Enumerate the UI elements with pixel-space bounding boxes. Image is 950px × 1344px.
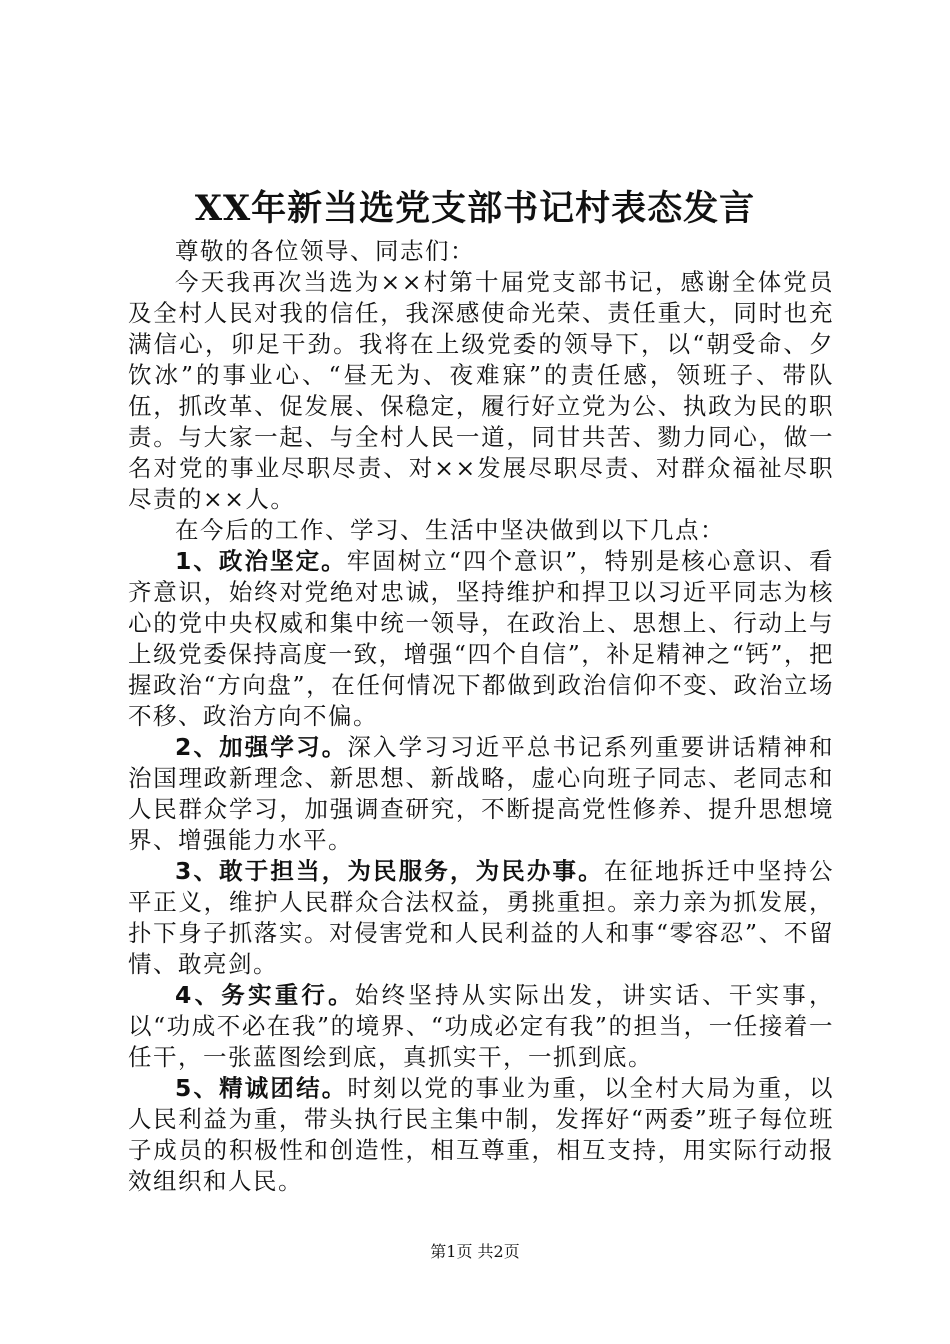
point-text: 在征地拆迁中坚持公平正义，维护人民群众合法权益，勇挑重担。亲力亲为抓发展，扑下身子抓落实。对侵害党和人民利益的人和事“零容忍”、不留情、敢亮剑。	[128, 857, 834, 978]
page-footer: 第1页 共2页	[430, 1242, 520, 1261]
lead-paragraph: 在今后的工作、学习、生活中坚决做到以下几点：	[175, 516, 725, 544]
point-paragraph	[128, 732, 834, 856]
point-text: 时刻以党的事业为重，以全村大局为重，以人民利益为重，带头执行民主集中制，发挥好“两委”班子每位班子成员的积极性和创造性，相互尊重，相互支持，用实际行动报效组织和人民。	[128, 1074, 834, 1195]
point-paragraph	[128, 1073, 834, 1197]
document-title: XX年新当选党支部书记村表态发言	[194, 188, 756, 229]
document-body	[128, 236, 834, 1197]
point-paragraph	[128, 856, 834, 980]
point-paragraph	[128, 546, 834, 732]
point-heading: 4、务实重行。	[175, 981, 355, 1009]
point-heading: 1、政治坚定。	[175, 547, 347, 575]
point-text: 始终坚持从实际出发，讲实话、干实事，以“功成不必在我”的境界、“功成必定有我”的担当，一任接着一任干，一张蓝图绘到底，真抓实干，一抓到底。	[128, 981, 835, 1071]
salutation: 尊敬的各位领导、同志们：	[175, 237, 475, 265]
intro-paragraph: 今天我再次当选为××村第十届党支部书记，感谢全体党员及全村人民对我的信任，我深感使命光荣、责任重大，同时也充满信心，卯足干劲。我将在上级党委的领导下，以“朝受命、夕饮冰”的事业心、“昼无为、夜难寐”的责任感，领班子、带队伍，抓改革、促发展、保稳定，履行好立党为公、执政为民的职责。与大家一起、与全村人民一道，同甘共苦、勠力同心，做一名对党的事业尽职尽责、对××发展尽职尽责、对群众福祉尽职尽责的××人。	[128, 268, 834, 513]
point-text: 深入学习习近平总书记系列重要讲话精神和治国理政新理念、新思想、新战略，虚心向班子同志、老同志和人民群众学习，加强调查研究，不断提高党性修养、提升思想境界、增强能力水平。	[128, 733, 834, 854]
point-heading: 5、精诚团结。	[175, 1074, 348, 1102]
point-heading: 2、加强学习。	[175, 733, 348, 761]
point-text: 牢固树立“四个意识”，特别是核心意识、看齐意识，始终对党绝对忠诚，坚持维护和捍卫以习近平同志为核心的党中央权威和集中统一领导，在政治上、思想上、行动上与上级党委保持高度一致，增强“四个自信”，补足精神之“钙”，把握政治“方向盘”，在任何情况下都做到政治信仰不变、政治立场不移、政治方向不偏。	[128, 547, 834, 730]
point-paragraph	[128, 980, 834, 1073]
point-heading: 3、敢于担当，为民服务，为民办事。	[175, 857, 604, 885]
